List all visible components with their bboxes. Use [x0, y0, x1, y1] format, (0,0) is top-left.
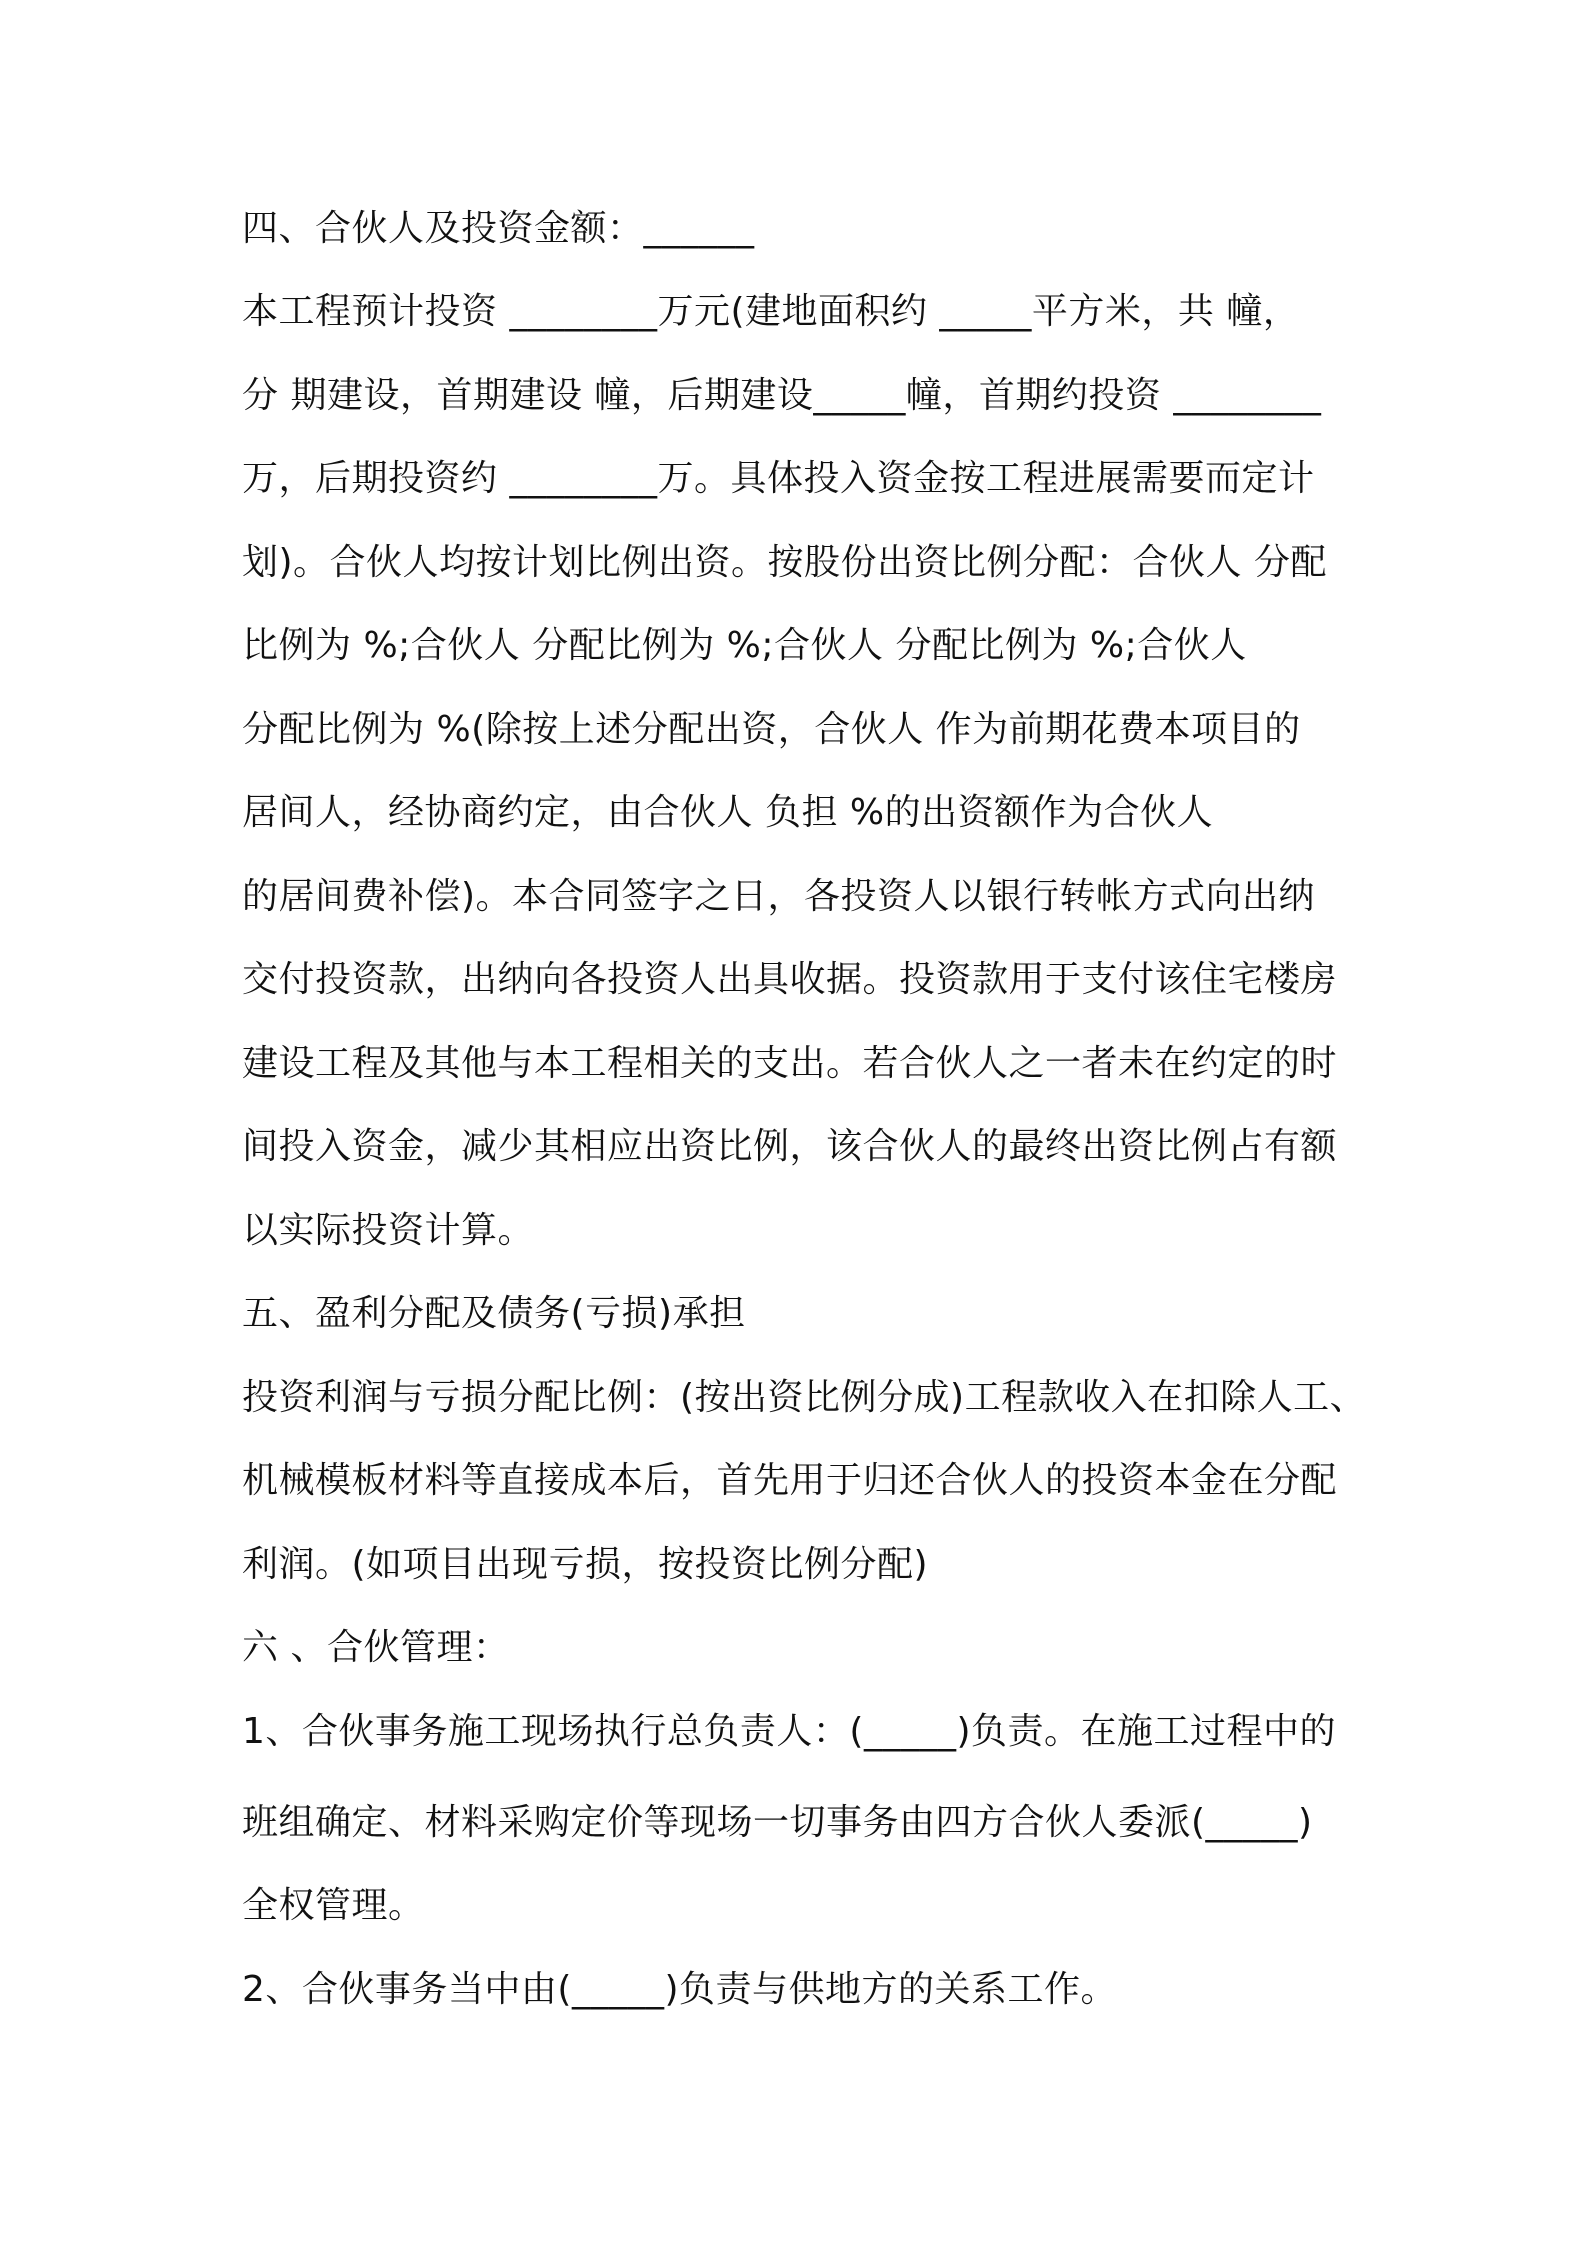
paragraph-line: 利润。(如项目出现亏损，按投资比例分配) — [242, 1544, 929, 1585]
paragraph-line: 本工程预计投资 ________万元(建地面积约 _____平方米，共 幢， — [242, 291, 1300, 332]
paragraph-line: 分 期建设，首期建设 幢，后期建设_____幢，首期约投资 ________ — [242, 375, 1322, 416]
paragraph-line: 的居间费补偿)。本合同签字之日，各投资人以银行转帐方式向出纳 — [242, 876, 1316, 917]
section-6-heading: 六 、合伙管理： — [242, 1627, 510, 1668]
paragraph-line: 机械模板材料等直接成本后，首先用于归还合伙人的投资本金在分配 — [242, 1460, 1338, 1501]
paragraph-line: 投资利润与亏损分配比例：(按出资比例分成)工程款收入在扣除人工、 — [242, 1377, 1367, 1418]
paragraph-line: 间投入资金，减少其相应出资比例，该合伙人的最终出资比例占有额 — [242, 1126, 1338, 1167]
paragraph-line: 居间人，经协商约定，由合伙人 负担 %的出资额作为合伙人 — [242, 792, 1214, 833]
paragraph-line: 交付投资款，出纳向各投资人出具收据。投资款用于支付该住宅楼房 — [242, 959, 1338, 1000]
paragraph-line: 分配比例为 %(除按上述分配出资，合伙人 作为前期花费本项目的 — [242, 709, 1301, 750]
paragraph-line: 比例为 %;合伙人 分配比例为 %;合伙人 分配比例为 %;合伙人 — [242, 625, 1247, 666]
clause-2-line: 2、合伙事务当中由(_____)负责与供地方的关系工作。 — [242, 1969, 1117, 2010]
paragraph-line: 万，后期投资约 ________万。具体投入资金按工程进展需要而定计 — [242, 458, 1315, 499]
clause-1-line: 全权管理。 — [242, 1885, 425, 1926]
paragraph-line: 以实际投资计算。 — [242, 1210, 535, 1251]
paragraph-line: 划)。合伙人均按计划比例出资。按股份出资比例分配：合伙人 分配 — [242, 542, 1327, 583]
section-5-heading: 五、盈利分配及债务(亏损)承担 — [242, 1293, 746, 1334]
section-4-heading: 四、合伙人及投资金额：______ — [242, 208, 755, 249]
clause-1-line: 1、合伙事务施工现场执行总负责人：(_____)负责。在施工过程中的 — [242, 1711, 1336, 1752]
paragraph-line: 建设工程及其他与本工程相关的支出。若合伙人之一者未在约定的时 — [242, 1043, 1338, 1084]
clause-1-line: 班组确定、材料采购定价等现场一切事务由四方合伙人委派(_____) — [242, 1802, 1313, 1843]
